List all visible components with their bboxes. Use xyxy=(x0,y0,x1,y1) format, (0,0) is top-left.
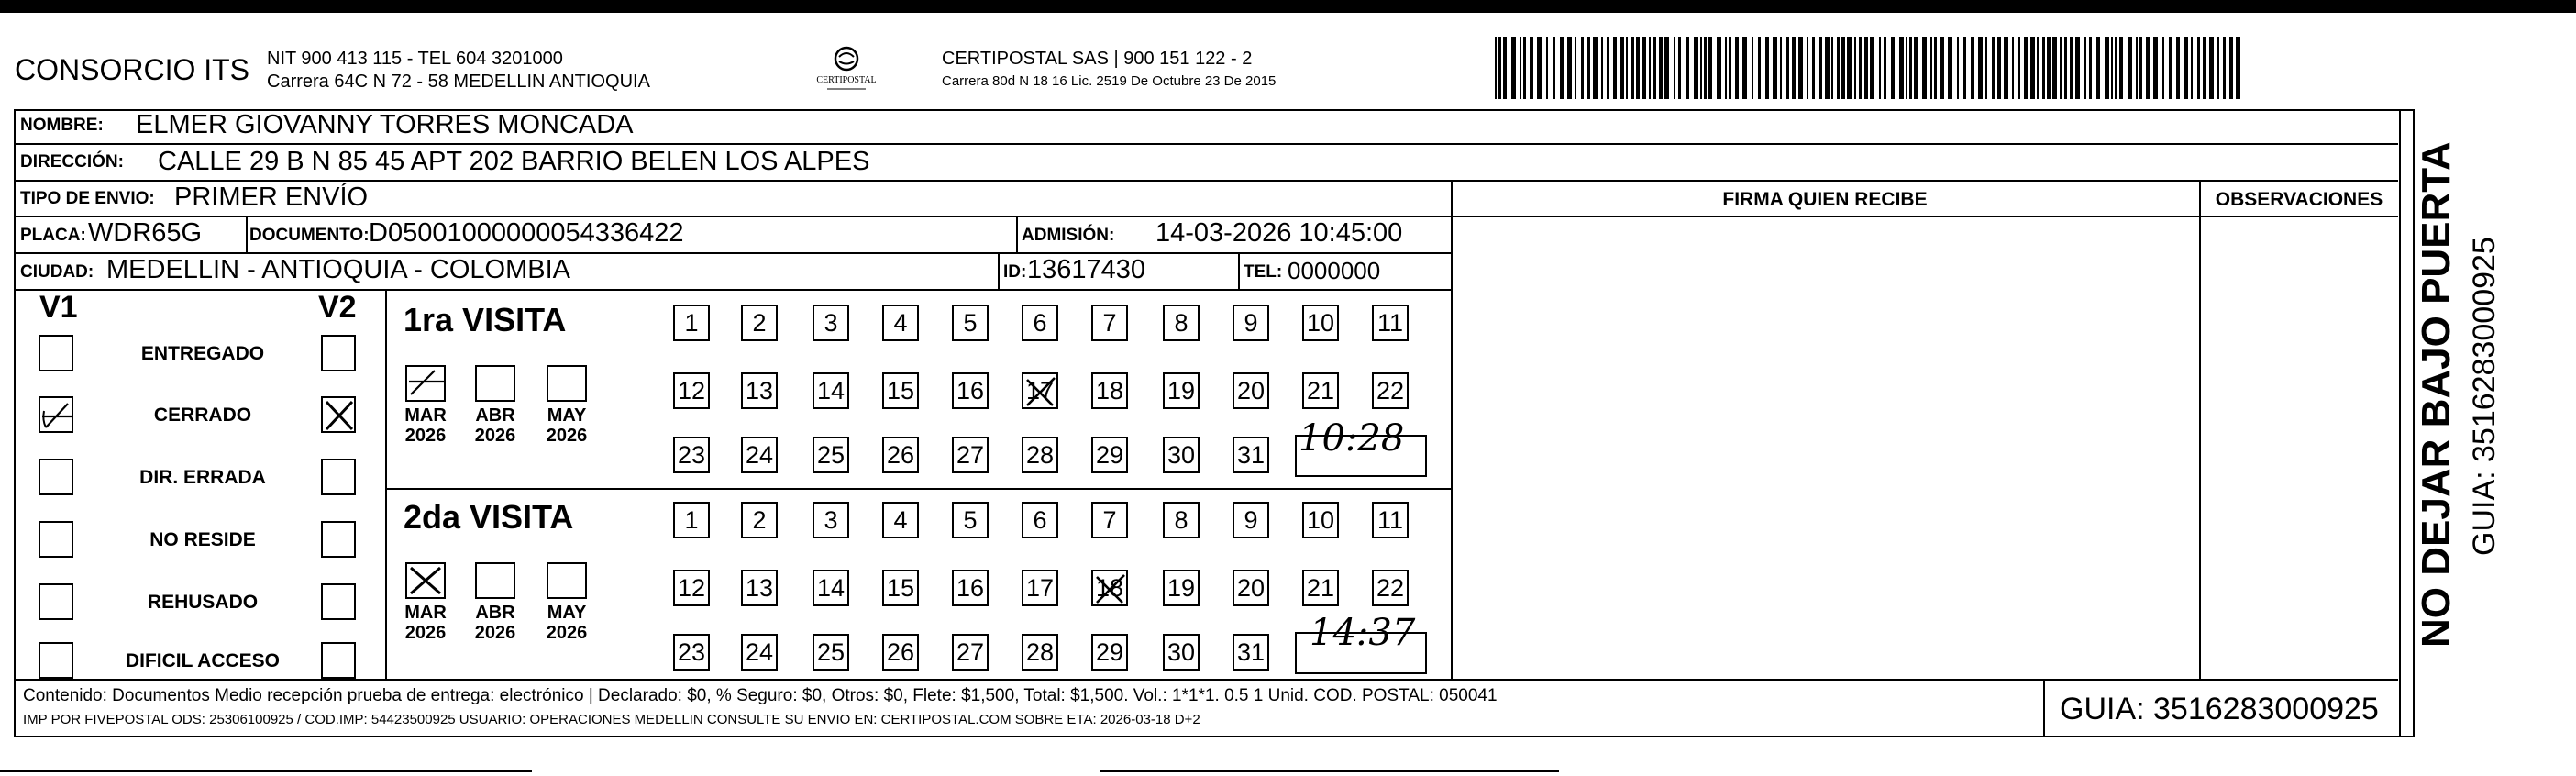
barcode-bar xyxy=(1530,37,1533,99)
barcode-bar xyxy=(1891,37,1895,99)
day-box[interactable]: 30 xyxy=(1163,437,1200,473)
barcode-bar xyxy=(1613,37,1617,99)
x-mark-icon xyxy=(323,398,356,433)
x-mark-icon xyxy=(407,564,444,597)
admision-label: ADMISIÓN: xyxy=(1022,226,1115,245)
v2-checkbox[interactable] xyxy=(321,459,356,495)
barcode-bar xyxy=(2139,37,2142,99)
barcode-bar xyxy=(2004,37,2008,99)
status-label: DIFICIL ACCESO xyxy=(125,650,280,671)
ciudad-label: CIUDAD: xyxy=(20,262,94,282)
barcode-bar xyxy=(1971,37,1974,99)
observaciones-label: OBSERVACIONES xyxy=(2215,189,2383,210)
barcode-bar xyxy=(1841,37,1845,99)
day-box[interactable]: 16 xyxy=(952,570,989,606)
barcode-bar xyxy=(1607,37,1609,99)
day-box[interactable]: 15 xyxy=(882,570,919,606)
barcode-bar xyxy=(1664,37,1669,99)
barcode-bar xyxy=(1511,37,1516,99)
month-label xyxy=(468,405,523,446)
barcode-bar xyxy=(1773,37,1777,99)
barcode-bar xyxy=(2096,37,2100,99)
documento-label: DOCUMENTO: xyxy=(249,226,370,245)
barcode-bar xyxy=(1626,37,1628,99)
barcode-bar xyxy=(2060,37,2062,99)
barcode-bar xyxy=(1978,37,1983,99)
documento-value: D05001000000054336422 xyxy=(369,218,684,248)
barcode-bar xyxy=(1992,37,1995,99)
v2-checkbox[interactable] xyxy=(321,335,356,371)
barcode-bar xyxy=(2223,37,2226,99)
barcode-icon xyxy=(1495,37,2241,99)
day-box[interactable]: 4 xyxy=(882,305,919,341)
month-label xyxy=(539,405,594,446)
month-name: MAR xyxy=(404,603,447,623)
day-box[interactable]: 19 xyxy=(1163,570,1200,606)
day-box[interactable]: 20 xyxy=(1233,570,1269,606)
barcode-bar xyxy=(1807,37,1808,99)
check-mark-icon xyxy=(407,367,444,400)
day-box[interactable]: 26 xyxy=(882,437,919,473)
rule xyxy=(385,290,387,680)
barcode-bar xyxy=(1560,37,1564,99)
barcode-bar xyxy=(1780,37,1782,99)
barcode-bar xyxy=(1914,37,1918,99)
barcode-bar xyxy=(1674,37,1675,99)
barcode-bar xyxy=(1957,37,1959,99)
day-box[interactable]: 13 xyxy=(741,570,778,606)
barcode-bar xyxy=(1503,37,1507,99)
tipo-envio-label: TIPO DE ENVIO: xyxy=(20,189,155,208)
status-label: DIR. ERRADA xyxy=(139,467,266,488)
certipostal-logo-icon xyxy=(814,40,879,101)
barcode-bar xyxy=(1825,37,1830,99)
day-box[interactable]: 28 xyxy=(1022,634,1058,671)
day-box[interactable]: 17 xyxy=(1022,372,1058,409)
barcode-bar xyxy=(2089,37,2092,99)
barcode-bar xyxy=(1859,37,1862,99)
barcode-bar xyxy=(1537,37,1542,99)
rule xyxy=(1016,216,1018,253)
day-box[interactable]: 11 xyxy=(1372,502,1409,538)
barcode-bar xyxy=(1649,37,1651,99)
barcode-bar xyxy=(1620,37,1624,99)
day-box[interactable]: 31 xyxy=(1233,437,1269,473)
rule xyxy=(246,216,248,253)
barcode-bar xyxy=(1906,37,1907,99)
bottom-rule xyxy=(1100,770,1559,772)
day-box[interactable]: 24 xyxy=(741,437,778,473)
barcode-bar xyxy=(1593,37,1598,99)
day-box[interactable]: 18 xyxy=(1091,372,1128,409)
month-label xyxy=(398,405,453,446)
status-label: CERRADO xyxy=(153,405,252,426)
firma-label: FIRMA QUIEN RECIBE xyxy=(1722,189,1928,210)
month-name: ABR xyxy=(475,603,515,623)
barcode-bar xyxy=(2184,37,2188,99)
v2-checkbox[interactable] xyxy=(321,521,356,558)
bottom-rule xyxy=(0,770,532,772)
barcode-bar xyxy=(2037,37,2039,99)
placa-value: WDR65G xyxy=(88,218,203,248)
barcode-bar xyxy=(1879,37,1881,99)
month-year: 2026 xyxy=(546,623,588,643)
month-label xyxy=(468,603,523,643)
day-box[interactable]: 22 xyxy=(1372,372,1409,409)
barcode-bar xyxy=(2153,37,2158,99)
side-guia-number: GUIA: 3516283000925 xyxy=(2467,237,2502,556)
day-box[interactable]: 25 xyxy=(813,634,849,671)
month-checkbox[interactable] xyxy=(405,365,446,402)
barcode-bar xyxy=(1930,37,1932,99)
barcode-bar xyxy=(1498,37,1501,99)
v1-header: V1 xyxy=(39,290,78,325)
rule xyxy=(998,253,1000,290)
barcode-bar xyxy=(2236,37,2240,99)
barcode-bar xyxy=(1963,37,1966,99)
barcode-bar xyxy=(1742,37,1747,99)
barcode-bar xyxy=(1948,37,1952,99)
ciudad-value: MEDELLIN - ANTIOQUIA - COLOMBIA xyxy=(106,255,570,284)
barcode-bar xyxy=(2229,37,2233,99)
month-name: MAY xyxy=(547,405,587,426)
day-box[interactable]: 9 xyxy=(1233,305,1269,341)
day-box[interactable]: 11 xyxy=(1372,305,1409,341)
barcode-bar xyxy=(2169,37,2172,99)
day-box[interactable]: 8 xyxy=(1163,502,1200,538)
direccion-label: DIRECCIÓN: xyxy=(20,152,124,172)
company-name: CONSORCIO ITS xyxy=(15,53,250,86)
company-nit: NIT 900 413 115 - TEL 604 3201000 xyxy=(267,49,563,69)
month-year: 2026 xyxy=(474,623,516,643)
day-box[interactable]: 24 xyxy=(741,634,778,671)
barcode-bar xyxy=(1819,37,1822,99)
barcode-bar xyxy=(1581,37,1584,99)
certipostal-license: Carrera 80d N 18 16 Lic. 2519 De Octubre 23 De 2015 xyxy=(942,73,1277,89)
footer-impresion: IMP POR FIVEPOSTAL ODS: 25306100925 / COD.IMP: 54423500925 USUARIO: OPERACIONES MEDELLIN CONSULTE SU ENVIO EN: CERTIPOSTAL.COM SOBRE ETA: 2026-03-18 D+2 xyxy=(23,712,1200,727)
placa-label: PLACA: xyxy=(20,226,86,245)
barcode-bar xyxy=(1700,37,1702,99)
v1-checkbox[interactable] xyxy=(39,521,73,558)
visit-title: 2da VISITA xyxy=(404,498,574,536)
day-box[interactable]: 16 xyxy=(952,372,989,409)
barcode-bar xyxy=(2203,37,2206,99)
barcode-bar xyxy=(1786,37,1789,99)
day-box[interactable]: 29 xyxy=(1091,634,1128,671)
v2-checkbox[interactable] xyxy=(321,642,356,679)
day-box[interactable]: 23 xyxy=(673,437,710,473)
barcode-bar xyxy=(1837,37,1840,99)
barcode-bar xyxy=(1575,37,1576,99)
barcode-bar xyxy=(2052,37,2057,99)
day-box[interactable]: 19 xyxy=(1163,372,1200,409)
footer-contenido: Contenido: Documentos Medio recepción prueba de entrega: electrónico | Declarado: $0, % Seguro: $0, Otros: $0, Flete: $1,500, Total: $1,500. Vol.: 1*1*1. 0.5 1 Unid. COD. POSTAL: 050041 xyxy=(23,686,1498,705)
day-box[interactable]: 10 xyxy=(1302,305,1339,341)
v1-checkbox[interactable] xyxy=(39,396,73,433)
day-box[interactable]: 21 xyxy=(1302,570,1339,606)
day-box[interactable]: 6 xyxy=(1022,502,1058,538)
rule xyxy=(14,216,1453,217)
month-checkbox[interactable] xyxy=(547,365,587,402)
day-box[interactable]: 7 xyxy=(1091,305,1128,341)
day-box[interactable]: 15 xyxy=(882,372,919,409)
barcode-bar xyxy=(1546,37,1548,99)
barcode-bar xyxy=(1884,37,1886,99)
barcode-bar xyxy=(2115,37,2117,99)
rule xyxy=(14,679,2398,681)
month-checkbox[interactable] xyxy=(475,365,515,402)
month-checkbox[interactable] xyxy=(475,562,515,599)
day-box[interactable]: 26 xyxy=(882,634,919,671)
v2-header: V2 xyxy=(318,290,357,325)
barcode-bar xyxy=(1725,37,1727,99)
certipostal-nit: CERTIPOSTAL SAS | 900 151 122 - 2 xyxy=(942,49,1253,69)
rule xyxy=(385,488,1453,490)
id-label: ID: xyxy=(1003,262,1027,282)
barcode-bar xyxy=(2075,37,2080,99)
month-year: 2026 xyxy=(546,426,588,446)
barcode-bar xyxy=(1765,37,1769,99)
barcode-bar xyxy=(2042,37,2045,99)
barcode-bar xyxy=(1909,37,1912,99)
rule xyxy=(1451,180,1453,680)
day-box[interactable]: 10 xyxy=(1302,502,1339,538)
day-box[interactable]: 29 xyxy=(1091,437,1128,473)
barcode-bar xyxy=(1704,37,1707,99)
rule xyxy=(2199,180,2201,680)
day-box[interactable]: 14 xyxy=(813,372,849,409)
day-box[interactable]: 9 xyxy=(1233,502,1269,538)
check-mark-icon xyxy=(40,398,73,433)
barcode-bar xyxy=(2084,37,2086,99)
v1-checkbox[interactable] xyxy=(39,583,73,620)
barcode-bar xyxy=(1899,37,1904,99)
day-box[interactable]: 17 xyxy=(1022,570,1058,606)
barcode-bar xyxy=(1831,37,1833,99)
v1-checkbox[interactable] xyxy=(39,642,73,679)
barcode-bar xyxy=(1940,37,1944,99)
day-box[interactable]: 5 xyxy=(952,502,989,538)
month-label xyxy=(539,603,594,643)
rule xyxy=(14,180,2398,182)
status-label: NO RESIDE xyxy=(149,529,256,550)
month-label xyxy=(398,603,453,643)
barcode-bar xyxy=(1847,37,1852,99)
barcode-bar xyxy=(2136,37,2138,99)
barcode-bar xyxy=(1653,37,1656,99)
month-name: MAY xyxy=(547,603,587,623)
barcode-bar xyxy=(1934,37,1937,99)
day-box[interactable]: 2 xyxy=(741,502,778,538)
tipo-envio-value: PRIMER ENVÍO xyxy=(174,183,369,212)
day-box[interactable]: 12 xyxy=(673,372,710,409)
barcode-bar xyxy=(1798,37,1803,99)
month-name: MAR xyxy=(404,405,447,426)
rule xyxy=(2399,109,2401,737)
barcode-bar xyxy=(2024,37,2028,99)
day-box[interactable]: 18 xyxy=(1091,570,1128,606)
day-box[interactable]: 13 xyxy=(741,372,778,409)
barcode-bar xyxy=(2070,37,2073,99)
rule xyxy=(1238,253,1240,290)
barcode-bar xyxy=(1792,37,1796,99)
company-info xyxy=(267,48,650,94)
day-box[interactable]: 14 xyxy=(813,570,849,606)
barcode-bar xyxy=(1601,37,1603,99)
day-box[interactable]: 8 xyxy=(1163,305,1200,341)
day-box[interactable]: 28 xyxy=(1022,437,1058,473)
barcode-bar xyxy=(2012,37,2014,99)
barcode-bar xyxy=(1631,37,1634,99)
day-box[interactable]: 27 xyxy=(952,634,989,671)
nombre-label: NOMBRE: xyxy=(20,116,104,135)
day-box[interactable]: 23 xyxy=(673,634,710,671)
certipostal-info xyxy=(942,48,1276,93)
no-dejar-bajo-puerta-text: NO DEJAR BAJO PUERTA xyxy=(2414,141,2459,648)
barcode-bar xyxy=(1922,37,1927,99)
day-box[interactable]: 5 xyxy=(952,305,989,341)
barcode-bar xyxy=(1997,37,2001,99)
barcode-bar xyxy=(2128,37,2132,99)
barcode-bar xyxy=(1717,37,1721,99)
rule xyxy=(14,252,1453,254)
day-box[interactable]: 27 xyxy=(952,437,989,473)
barcode-bar xyxy=(2111,37,2113,99)
barcode-bar xyxy=(2030,37,2035,99)
day-box[interactable]: 6 xyxy=(1022,305,1058,341)
month-year: 2026 xyxy=(474,426,516,446)
barcode-bar xyxy=(1567,37,1572,99)
tel-value: 0000000 xyxy=(1288,257,1381,284)
barcode-bar xyxy=(1812,37,1815,99)
day-box[interactable]: 30 xyxy=(1163,634,1200,671)
rule xyxy=(1451,216,2398,217)
id-value: 13617430 xyxy=(1027,255,1146,284)
direccion-value: CALLE 29 B N 85 45 APT 202 BARRIO BELEN LOS ALPES xyxy=(158,147,870,176)
handwritten-time-visit-1: 10:28 xyxy=(1299,417,1405,460)
barcode-bar xyxy=(2146,37,2150,99)
month-name: ABR xyxy=(475,405,515,426)
barcode-bar xyxy=(2191,37,2193,99)
month-year: 2026 xyxy=(404,623,447,643)
barcode-bar xyxy=(1752,37,1753,99)
v2-checkbox[interactable] xyxy=(321,583,356,620)
barcode-bar xyxy=(1642,37,1646,99)
barcode-bar xyxy=(2217,37,2219,99)
barcode-bar xyxy=(1553,37,1555,99)
day-cross-mark-icon xyxy=(1093,571,1128,611)
admision-value: 14-03-2026 10:45:00 xyxy=(1155,218,1403,248)
barcode-bar xyxy=(1587,37,1590,99)
day-box[interactable]: 20 xyxy=(1233,372,1269,409)
visit-title: 1ra VISITA xyxy=(404,301,567,338)
day-box[interactable]: 12 xyxy=(673,570,710,606)
status-label: REHUSADO xyxy=(147,592,259,613)
barcode-bar xyxy=(2162,37,2164,99)
day-box[interactable]: 21 xyxy=(1302,372,1339,409)
v2-checkbox[interactable] xyxy=(321,396,356,433)
day-box[interactable]: 3 xyxy=(813,502,849,538)
v1-checkbox[interactable] xyxy=(39,459,73,495)
barcode-bar xyxy=(2047,37,2051,99)
barcode-bar xyxy=(1520,37,1521,99)
day-box[interactable]: 7 xyxy=(1091,502,1128,538)
company-address: Carrera 64C N 72 - 58 MEDELLIN ANTIOQUIA xyxy=(267,72,650,92)
status-label: ENTREGADO xyxy=(140,343,265,364)
handwritten-time-visit-2: 14:37 xyxy=(1310,612,1416,654)
barcode-bar xyxy=(2064,37,2067,99)
barcode-bar xyxy=(1985,37,1987,99)
barcode-bar xyxy=(1523,37,1526,99)
v1-checkbox[interactable] xyxy=(39,335,73,371)
barcode-bar xyxy=(2119,37,2123,99)
month-checkbox[interactable] xyxy=(547,562,587,599)
barcode-bar xyxy=(1758,37,1761,99)
top-black-bar xyxy=(0,0,2576,13)
barcode-bar xyxy=(2176,37,2180,99)
barcode-bar xyxy=(1495,37,1497,99)
day-box[interactable]: 1 xyxy=(673,502,710,538)
barcode-bar xyxy=(1636,37,1640,99)
barcode-bar xyxy=(1854,37,1856,99)
month-year: 2026 xyxy=(404,426,447,446)
day-cross-mark-icon xyxy=(1023,374,1058,414)
barcode-bar xyxy=(1735,37,1739,99)
barcode-bar xyxy=(1694,37,1698,99)
barcode-bar xyxy=(1708,37,1712,99)
barcode-bar xyxy=(2209,37,2214,99)
logo-text: CERTIPOSTAL xyxy=(816,75,877,85)
barcode-bar xyxy=(1686,37,1689,99)
rule xyxy=(14,289,1453,291)
day-box[interactable]: 1 xyxy=(673,305,710,341)
day-box[interactable]: 2 xyxy=(741,305,778,341)
tel-label: TEL: xyxy=(1244,262,1283,282)
barcode-bar xyxy=(1729,37,1731,99)
barcode-bar xyxy=(1870,37,1874,99)
day-box[interactable]: 22 xyxy=(1372,570,1409,606)
day-box[interactable]: 31 xyxy=(1233,634,1269,671)
barcode-bar xyxy=(1659,37,1663,99)
guia-number: GUIA: 3516283000925 xyxy=(2060,692,2379,726)
barcode-bar xyxy=(2197,37,2200,99)
barcode-bar xyxy=(2018,37,2020,99)
barcode-bar xyxy=(2105,37,2109,99)
barcode-bar xyxy=(1864,37,1868,99)
nombre-value: ELMER GIOVANNY TORRES MONCADA xyxy=(136,110,634,139)
rule xyxy=(14,143,2398,145)
day-box[interactable]: 3 xyxy=(813,305,849,341)
barcode-bar xyxy=(1678,37,1681,99)
day-box[interactable]: 4 xyxy=(882,502,919,538)
day-box[interactable]: 25 xyxy=(813,437,849,473)
month-checkbox[interactable] xyxy=(405,562,446,599)
